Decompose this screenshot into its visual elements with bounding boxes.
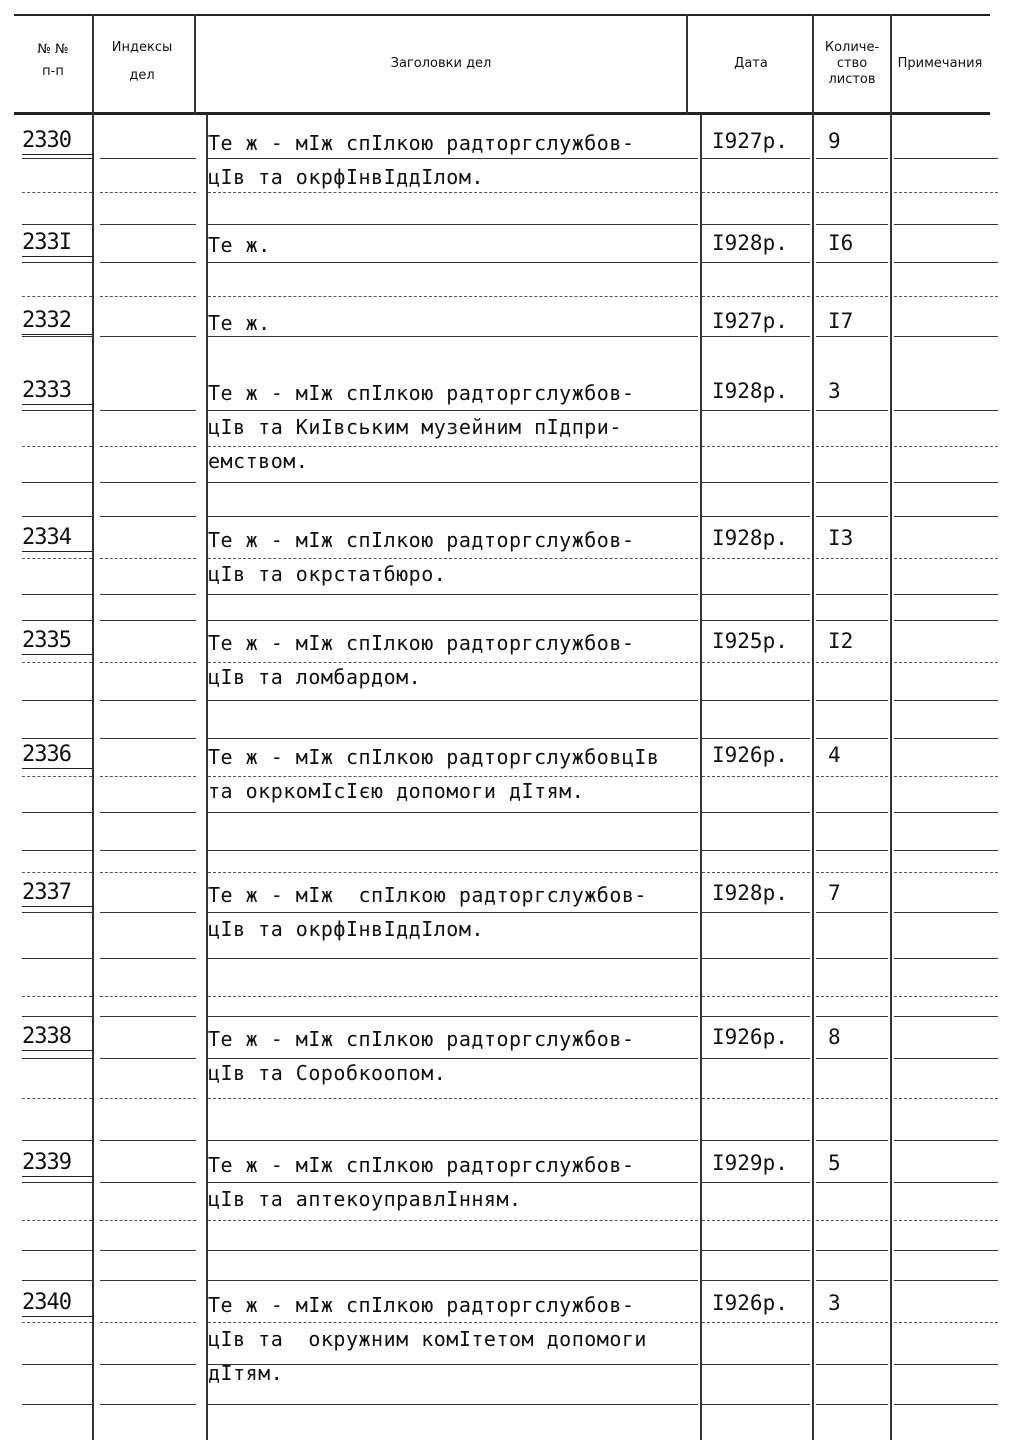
row-title-line: цІв та окрфІнвІддІлом.: [208, 917, 484, 941]
ledger-rule: [100, 1404, 196, 1405]
row-title-line: Те ж.: [208, 233, 271, 257]
ledger-rule: [100, 224, 196, 225]
ledger-rule: [208, 850, 698, 851]
ledger-rule: [894, 662, 998, 663]
row-title-line: емством.: [208, 449, 309, 473]
ledger-rule: [702, 620, 810, 621]
ledger-rule: [894, 1220, 998, 1221]
row-date: І927р.: [712, 129, 788, 153]
row-title: [208, 228, 698, 262]
ledger-rule: [894, 296, 998, 297]
ledger-rule: [894, 516, 998, 517]
ledger-rule: [208, 594, 698, 595]
ledger-rule: [100, 446, 196, 447]
header-index-label: Индексы: [111, 40, 173, 55]
row-number: 2338: [22, 1024, 94, 1051]
ledger-rule: [208, 872, 698, 873]
row-number: 2334: [22, 525, 94, 552]
ledger-rule: [22, 1322, 92, 1323]
ledger-rule: [22, 850, 92, 851]
ledger-rule: [100, 1098, 196, 1099]
divider-num: [92, 14, 94, 1440]
ledger-rule: [22, 1250, 92, 1251]
ledger-rule: [702, 850, 810, 851]
row-title-line: Те ж - мІж спІлкою радторгслужбов-: [208, 381, 635, 405]
ledger-rule: [702, 482, 810, 483]
ledger-rule: [894, 958, 998, 959]
ledger-rule: [894, 996, 998, 997]
ledger-rule: [894, 158, 998, 159]
row-sheet-count: 3: [828, 379, 841, 403]
ledger-rule: [22, 620, 92, 621]
ledger-rule: [894, 912, 998, 913]
ledger-rule: [100, 410, 196, 411]
ledger-rule: [100, 996, 196, 997]
row-title-line: цІв та аптекоуправлІнням.: [208, 1187, 522, 1211]
ledger-rule: [702, 662, 810, 663]
ledger-rule: [702, 1250, 810, 1251]
ledger-rule: [816, 1098, 888, 1099]
ledger-rule: [208, 1250, 698, 1251]
ledger-rule: [208, 1140, 698, 1141]
divider-qty: [890, 14, 892, 1440]
row-date: І925р.: [712, 629, 788, 653]
ledger-rule: [894, 620, 998, 621]
ledger-rule: [894, 262, 998, 263]
ledger-rule: [100, 1280, 196, 1281]
row-title: [208, 376, 698, 478]
ledger-rule: [100, 558, 196, 559]
row-title-line: цІв та Соробкоопом.: [208, 1061, 447, 1085]
row-title: [208, 878, 698, 946]
row-title-line: цІв та КиІвським музейним пІдпри-: [208, 415, 622, 439]
header-notes: [890, 56, 990, 72]
row-number: 2330: [22, 128, 94, 155]
row-title-line: Те ж - мІж спІлкою радторгслужбов-: [208, 883, 647, 907]
ledger-rule: [816, 996, 888, 997]
row-sheet-count: ІЗ: [828, 526, 854, 550]
row-date: І926р.: [712, 1025, 788, 1049]
row-title-line: Те ж - мІж спІлкою радторгслужбов-: [208, 1153, 635, 1177]
row-title: [208, 126, 698, 194]
row-title: [208, 306, 698, 340]
ledger-rule: [208, 1220, 698, 1221]
row-title-line: цІв та окрфІнвІддІлом.: [208, 165, 484, 189]
ledger-rule: [22, 738, 92, 739]
row-sheet-count: І2: [828, 629, 854, 653]
row-date: І928р.: [712, 881, 788, 905]
header-index: [94, 40, 190, 84]
row-title-line: Те ж.: [208, 311, 271, 335]
ledger-rule: [22, 1182, 92, 1183]
ledger-rule: [100, 1220, 196, 1221]
header-title: [196, 56, 686, 72]
ledger-rule: [816, 912, 888, 913]
header-date: [690, 56, 812, 72]
ledger-rule: [22, 1016, 92, 1017]
ledger-rule: [22, 336, 92, 337]
ledger-rule: [894, 224, 998, 225]
header-bottom-rule: [14, 112, 990, 115]
row-sheet-count: 9: [828, 129, 841, 153]
ledger-rule: [816, 224, 888, 225]
ledger-rule: [100, 850, 196, 851]
ledger-rule: [22, 158, 92, 159]
ledger-rule: [100, 1250, 196, 1251]
ledger-rule: [894, 812, 998, 813]
ledger-rule: [22, 410, 92, 411]
ledger-rule: [702, 958, 810, 959]
ledger-rule: [816, 336, 888, 337]
ledger-rule: [22, 1098, 92, 1099]
header-date-label: Дата: [734, 56, 768, 71]
ledger-rule: [208, 1016, 698, 1017]
ledger-rule: [816, 1280, 888, 1281]
header-qty-label-2: ство: [836, 56, 868, 71]
ledger-rule: [702, 558, 810, 559]
divider-date: [812, 14, 814, 1440]
ledger-rule: [894, 1098, 998, 1099]
row-title-line: Те ж - мІж спІлкою радторгслужбов-: [208, 631, 635, 655]
ledger-rule: [22, 776, 92, 777]
ledger-rule: [22, 262, 92, 263]
ledger-rule: [702, 410, 810, 411]
ledger-rule: [894, 192, 998, 193]
row-number: 2333: [22, 378, 94, 405]
ledger-rule: [816, 776, 888, 777]
ledger-rule: [208, 296, 698, 297]
ledger-rule: [208, 958, 698, 959]
ledger-rule: [100, 1140, 196, 1141]
header-index-sublabel: дел: [129, 68, 155, 83]
row-title-line: Те ж - мІж спІлкою радторгслужбов-: [208, 528, 635, 552]
ledger-rule: [702, 1016, 810, 1017]
row-number: 2337: [22, 880, 94, 907]
header-title-label: Заголовки дел: [390, 56, 492, 71]
ledger-rule: [22, 446, 92, 447]
ledger-rule: [702, 594, 810, 595]
divider-title: [700, 114, 702, 1440]
row-title-line: цІв та окрстатбюро.: [208, 562, 447, 586]
ledger-rule: [894, 446, 998, 447]
ledger-rule: [816, 262, 888, 263]
ledger-rule: [100, 1322, 196, 1323]
ledger-rule: [100, 812, 196, 813]
row-date: І928р.: [712, 231, 788, 255]
row-title: [208, 1148, 698, 1216]
ledger-rule: [22, 224, 92, 225]
ledger-rule: [208, 700, 698, 701]
ledger-rule: [816, 850, 888, 851]
ledger-rule: [100, 738, 196, 739]
ledger-rule: [816, 812, 888, 813]
ledger-rule: [22, 516, 92, 517]
row-sheet-count: І7: [828, 309, 854, 333]
ledger-rule: [894, 1182, 998, 1183]
ledger-rule: [208, 262, 698, 263]
ledger-rule: [702, 776, 810, 777]
row-date: І929р.: [712, 1151, 788, 1175]
ledger-rule: [22, 996, 92, 997]
row-title-line: Те ж - мІж спІлкою радторгслужбов-: [208, 1293, 635, 1317]
ledger-rule: [894, 872, 998, 873]
header-qty-label-1: Количе-: [824, 40, 880, 55]
ledger-rule: [702, 1280, 810, 1281]
ledger-rule: [702, 1058, 810, 1059]
ledger-rule: [100, 662, 196, 663]
ledger-rule: [816, 558, 888, 559]
ledger-rule: [702, 738, 810, 739]
ledger-rule: [702, 516, 810, 517]
ledger-rule: [816, 1220, 888, 1221]
ledger-rule: [702, 1220, 810, 1221]
ledger-rule: [894, 1280, 998, 1281]
ledger-rule: [100, 958, 196, 959]
row-date: І926р.: [712, 743, 788, 767]
row-number: 2339: [22, 1150, 94, 1177]
row-sheet-count: 8: [828, 1025, 841, 1049]
ledger-rule: [702, 1182, 810, 1183]
ledger-rule: [100, 1016, 196, 1017]
ledger-rule: [22, 812, 92, 813]
ledger-rule: [208, 1098, 698, 1099]
ledger-rule: [100, 1182, 196, 1183]
ledger-rule: [22, 1364, 92, 1365]
ledger-rule: [816, 594, 888, 595]
row-number: 2340: [22, 1290, 94, 1317]
ledger-rule: [816, 1364, 888, 1365]
ledger-rule: [816, 158, 888, 159]
ledger-rule: [208, 482, 698, 483]
ledger-rule: [702, 262, 810, 263]
ledger-rule: [702, 812, 810, 813]
ledger-rule: [894, 1016, 998, 1017]
ledger-rule: [816, 1182, 888, 1183]
row-title-line: Те ж - мІж спІлкою радторгслужбов-: [208, 131, 635, 155]
ledger-rule: [702, 336, 810, 337]
row-number: 2336: [22, 742, 94, 769]
ledger-rule: [816, 296, 888, 297]
ledger-rule: [816, 192, 888, 193]
ledger-rule: [894, 410, 998, 411]
ledger-rule: [100, 192, 196, 193]
header-num-sublabel: п-п: [42, 64, 64, 79]
divider-index-header: [194, 14, 196, 114]
row-date: І928р.: [712, 526, 788, 550]
ledger-rule: [894, 1364, 998, 1365]
ledger-rule: [22, 1220, 92, 1221]
ledger-rule: [22, 700, 92, 701]
ledger-rule: [894, 558, 998, 559]
row-title: [208, 740, 698, 808]
header-qty: [812, 40, 892, 88]
ledger-rule: [894, 482, 998, 483]
ledger-rule: [22, 958, 92, 959]
ledger-rule: [816, 620, 888, 621]
ledger-rule: [816, 700, 888, 701]
ledger-rule: [100, 296, 196, 297]
ledger-rule: [100, 1058, 196, 1059]
ledger-rule: [894, 1322, 998, 1323]
ledger-rule: [208, 1280, 698, 1281]
divider-title-header: [686, 14, 688, 114]
ledger-rule: [702, 1322, 810, 1323]
ledger-rule: [22, 1404, 92, 1405]
ledger-rule: [22, 296, 92, 297]
ledger-rule: [702, 192, 810, 193]
ledger-rule: [22, 1140, 92, 1141]
ledger-rule: [894, 1058, 998, 1059]
ledger-rule: [702, 296, 810, 297]
ledger-rule: [894, 1404, 998, 1405]
ledger-rule: [816, 482, 888, 483]
ledger-rule: [702, 872, 810, 873]
ledger-rule: [894, 1250, 998, 1251]
header-notes-label: Примечания: [897, 56, 983, 71]
ledger-rule: [816, 1016, 888, 1017]
ledger-rule: [816, 958, 888, 959]
ledger-rule: [22, 594, 92, 595]
row-title-line: та окркомІсІєю допомоги дІтям.: [208, 779, 585, 803]
ledger-rule: [100, 336, 196, 337]
ledger-rule: [208, 516, 698, 517]
ledger-rule: [22, 192, 92, 193]
ledger-rule: [702, 446, 810, 447]
ledger-rule: [816, 446, 888, 447]
ledger-rule: [100, 776, 196, 777]
row-title-line: Те ж - мІж спІлкою радторгслужбовцІв: [208, 745, 660, 769]
ledger-rule: [894, 594, 998, 595]
ledger-rule: [100, 482, 196, 483]
ledger-rule: [702, 1140, 810, 1141]
ledger-rule: [702, 1098, 810, 1099]
ledger-rule: [208, 620, 698, 621]
ledger-rule: [100, 700, 196, 701]
ledger-rule: [702, 1404, 810, 1405]
row-sheet-count: 3: [828, 1291, 841, 1315]
row-title-line: дІтям.: [208, 1361, 284, 1385]
ledger-rule: [22, 662, 92, 663]
ledger-rule: [894, 738, 998, 739]
ledger-rule: [894, 850, 998, 851]
ledger-rule: [894, 1140, 998, 1141]
ledger-rule: [816, 872, 888, 873]
ledger-rule: [22, 482, 92, 483]
ledger-rule: [702, 996, 810, 997]
row-title-line: цІв та ломбардом.: [208, 665, 422, 689]
row-title-line: цІв та окружним комІтетом допомоги: [208, 1327, 647, 1351]
ledger-rule: [894, 336, 998, 337]
row-date: І926р.: [712, 1291, 788, 1315]
ledger-rule: [22, 558, 92, 559]
ledger-rule: [702, 700, 810, 701]
row-title: [208, 523, 698, 591]
row-title-line: Те ж - мІж спІлкою радторгслужбов-: [208, 1027, 635, 1051]
ledger-rule: [22, 912, 92, 913]
ledger-rule: [816, 1322, 888, 1323]
row-sheet-count: 4: [828, 743, 841, 767]
row-date: І928р.: [712, 379, 788, 403]
ledger-rule: [208, 224, 698, 225]
ledger-rule: [100, 872, 196, 873]
row-title: [208, 1022, 698, 1090]
ledger-rule: [702, 224, 810, 225]
ledger-rule: [816, 662, 888, 663]
row-number: 2332: [22, 308, 94, 335]
ledger-rule: [894, 776, 998, 777]
ledger-rule: [208, 1404, 698, 1405]
ledger-rule: [208, 738, 698, 739]
ledger-rule: [702, 1364, 810, 1365]
ledger-rule: [816, 410, 888, 411]
ledger-rule: [208, 996, 698, 997]
ledger-rule: [100, 1364, 196, 1365]
ledger-rule: [100, 912, 196, 913]
ledger-rule: [816, 1404, 888, 1405]
ledger-rule: [816, 738, 888, 739]
row-number: 2335: [22, 628, 94, 655]
ledger-rule: [816, 1058, 888, 1059]
ledger-rule: [22, 1058, 92, 1059]
ledger-rule: [22, 872, 92, 873]
ledger-rule: [816, 1140, 888, 1141]
row-title: [208, 626, 698, 694]
ledger-rule: [816, 1250, 888, 1251]
header-num: [18, 42, 88, 80]
ledger-rule: [100, 158, 196, 159]
row-title: [208, 1288, 698, 1390]
ledger-rule: [100, 262, 196, 263]
ledger-rule: [100, 516, 196, 517]
ledger-rule: [816, 516, 888, 517]
row-date: І927р.: [712, 309, 788, 333]
ledger-rule: [894, 700, 998, 701]
header-qty-label-3: листов: [828, 72, 876, 87]
ledger-rule: [702, 912, 810, 913]
row-sheet-count: 7: [828, 881, 841, 905]
header-top-rule: [14, 14, 990, 16]
row-number: 233І: [22, 230, 94, 257]
ledger-rule: [208, 812, 698, 813]
ledger-rule: [702, 158, 810, 159]
ledger-rule: [100, 620, 196, 621]
row-sheet-count: 5: [828, 1151, 841, 1175]
row-sheet-count: І6: [828, 231, 854, 255]
ledger-rule: [100, 594, 196, 595]
ledger-rule: [22, 1280, 92, 1281]
header-num-label: № №: [37, 42, 69, 57]
